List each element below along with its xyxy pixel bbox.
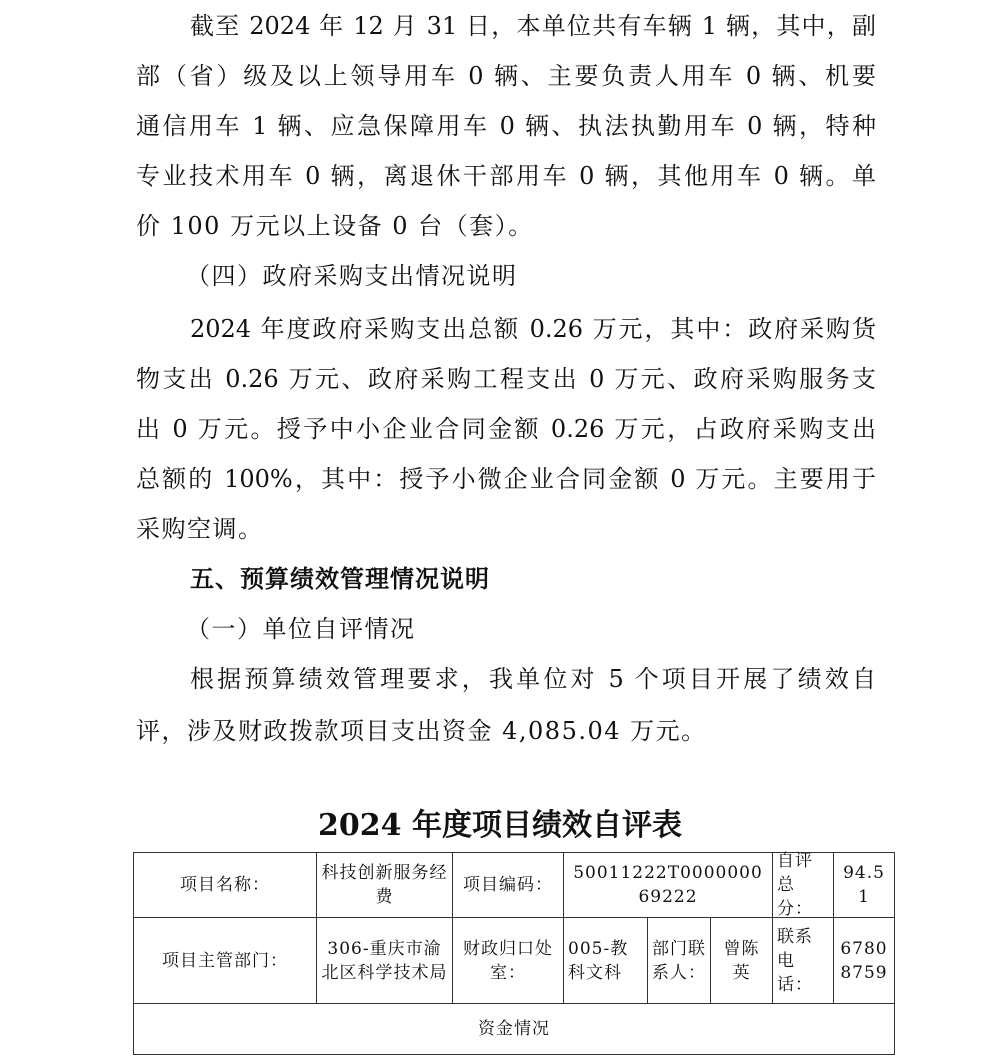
paragraph-procurement-line-3: 出 0 万元。授予中小企业合同金额 0.26 万元，占政府采购支出 <box>136 415 876 443</box>
cell-project-code-label: 项目编码： <box>452 852 564 918</box>
paragraph-procurement-line-1: 2024 年度政府采购支出总额 0.26 万元，其中：政府采购货 <box>190 315 876 343</box>
cell-project-code-value: 50011222T000000069222 <box>563 852 773 918</box>
paragraph-self-evaluation-line-1: 根据预算绩效管理要求，我单位对 5 个项目开展了绩效自 <box>190 665 876 693</box>
paragraph-procurement-line-5: 采购空调。 <box>136 515 264 543</box>
cell-finance-value: 005-教科文科 <box>563 917 648 1004</box>
heading-performance-management: 五、预算绩效管理情况说明 <box>190 564 490 593</box>
paragraph-vehicles-line-3: 通信用车 1 辆、应急保障用车 0 辆、执法执勤用车 0 辆，特种 <box>136 112 876 140</box>
cell-finance-label: 财政归口处室： <box>452 917 564 1004</box>
paragraph-vehicles-line-1: 截至 2024 年 12 月 31 日，本单位共有车辆 1 辆，其中，副 <box>190 12 876 40</box>
cell-project-name-label: 项目名称： <box>133 852 317 918</box>
heading-self-evaluation: （一）单位自评情况 <box>186 615 416 643</box>
cell-score-label: 自评总分： <box>772 852 834 918</box>
cell-score-value: 94.51 <box>833 852 895 918</box>
cell-dept-label: 项目主管部门： <box>133 917 317 1004</box>
paragraph-procurement-line-4: 总额的 100%，其中：授予小微企业合同金额 0 万元。主要用于 <box>136 465 876 493</box>
paragraph-procurement-line-2: 物支出 0.26 万元、政府采购工程支出 0 万元、政府采购服务支 <box>136 365 876 393</box>
cell-phone-label: 联系电话： <box>772 917 834 1004</box>
cell-contact-label: 部门联系人： <box>647 917 711 1004</box>
paragraph-self-evaluation-line-2: 评，涉及财政拨款项目支出资金 4,085.04 万元。 <box>136 717 707 745</box>
cell-phone-value: 67808759 <box>833 917 895 1004</box>
paragraph-vehicles-line-5: 价 100 万元以上设备 0 台（套）。 <box>136 212 534 240</box>
heading-procurement: （四）政府采购支出情况说明 <box>186 262 518 290</box>
cell-contact-value: 曾陈英 <box>710 917 773 1004</box>
cell-dept-value: 306-重庆市渝北区科学技术局 <box>316 917 453 1004</box>
paragraph-vehicles-line-4: 专业技术用车 0 辆，离退休干部用车 0 辆，其他用车 0 辆。单 <box>136 162 876 190</box>
table-title: 2024 年度项目绩效自评表 <box>318 808 682 843</box>
paragraph-vehicles-line-2: 部（省）级及以上领导用车 0 辆、主要负责人用车 0 辆、机要 <box>136 62 876 90</box>
cell-project-name-value: 科技创新服务经费 <box>316 852 453 918</box>
cell-funds-header: 资金情况 <box>133 1003 895 1055</box>
